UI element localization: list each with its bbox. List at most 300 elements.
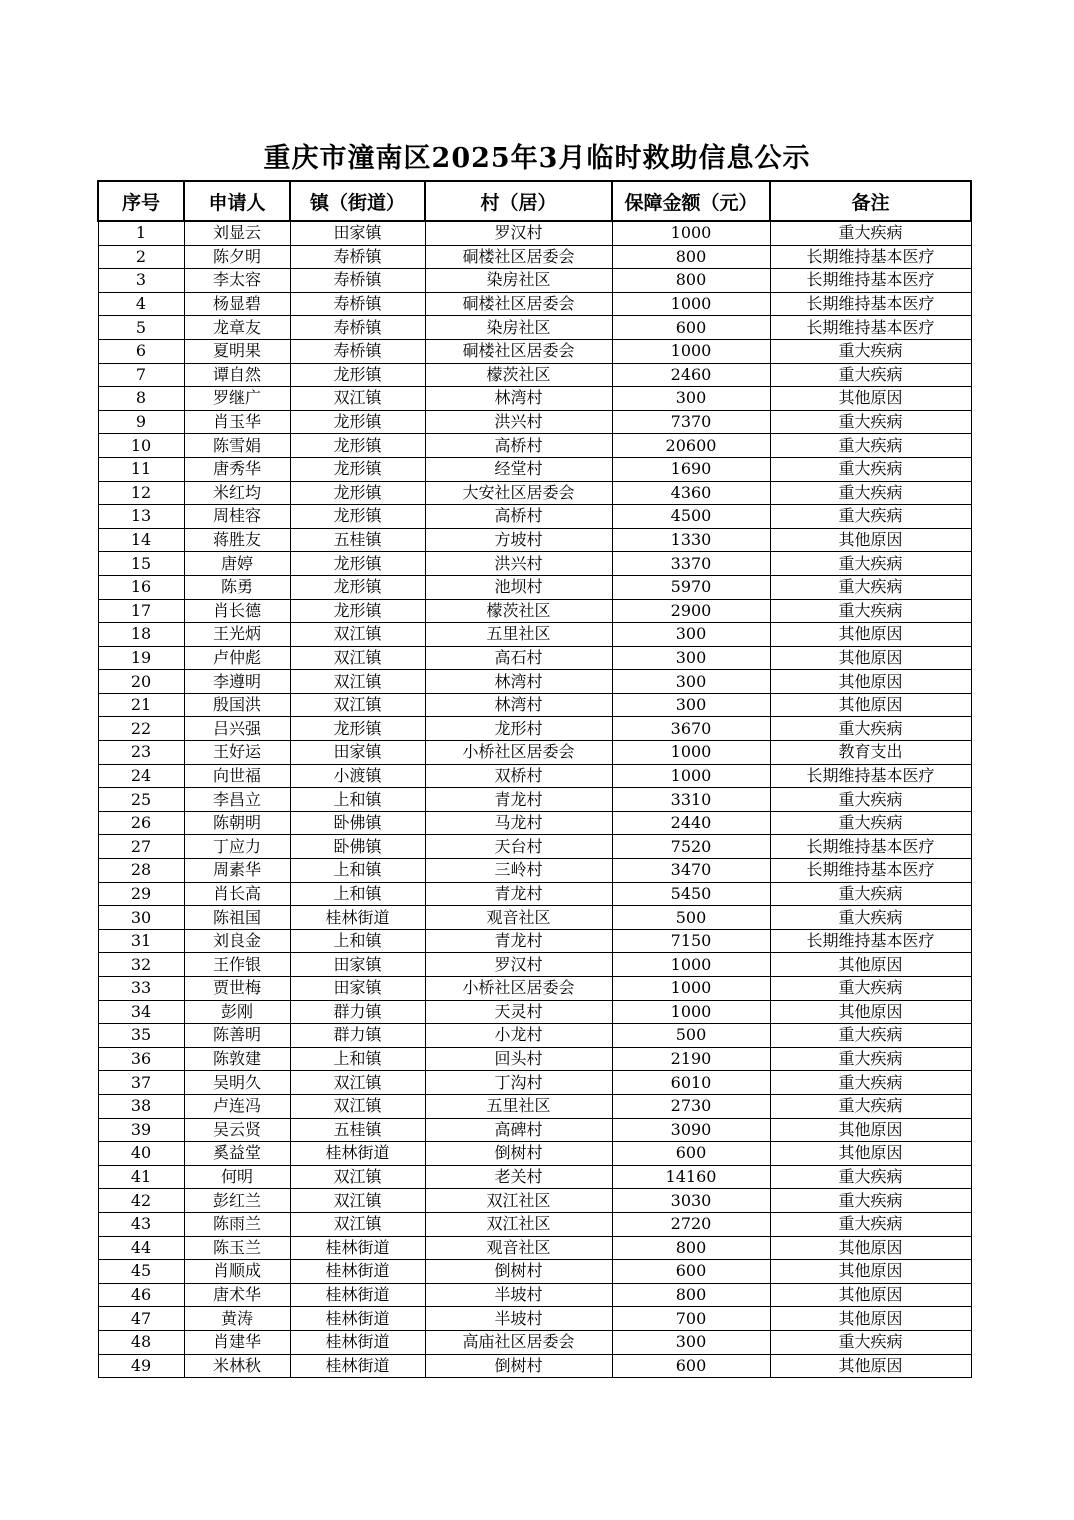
cell-town: 龙形镇 [290,481,425,505]
table-row [98,835,971,859]
cell-applicant: 吕兴强 [184,717,290,741]
cell-village: 檬茨社区 [425,363,612,387]
cell-applicant: 李昌立 [184,788,290,812]
cell-amount: 7150 [612,929,770,953]
cell-town: 双江镇 [290,646,425,670]
cell-remark: 重大疾病 [770,1024,971,1048]
cell-index: 45 [98,1260,184,1284]
cell-amount: 1000 [612,953,770,977]
cell-amount: 4500 [612,505,770,529]
cell-index: 37 [98,1071,184,1095]
table-body [98,221,971,1378]
cell-town: 龙形镇 [290,457,425,481]
cell-index: 13 [98,505,184,529]
cell-amount: 500 [612,1024,770,1048]
cell-village: 染房社区 [425,269,612,293]
table-row [98,741,971,765]
cell-amount: 3030 [612,1189,770,1213]
cell-amount: 300 [612,387,770,411]
cell-remark: 重大疾病 [770,599,971,623]
cell-applicant: 向世福 [184,764,290,788]
cell-applicant: 肖顺成 [184,1260,290,1284]
table-row [98,599,971,623]
table-row [98,670,971,694]
cell-remark: 长期维持基本医疗 [770,245,971,269]
cell-index: 39 [98,1118,184,1142]
table-row [98,316,971,340]
cell-town: 群力镇 [290,1000,425,1024]
cell-remark: 重大疾病 [770,481,971,505]
cell-applicant: 肖长高 [184,882,290,906]
cell-index: 46 [98,1283,184,1307]
cell-index: 22 [98,717,184,741]
cell-applicant: 唐婷 [184,552,290,576]
cell-applicant: 陈雨兰 [184,1212,290,1236]
table-row [98,859,971,883]
page-title: 重庆市潼南区2025年3月临时救助信息公示 [263,143,811,174]
cell-index: 11 [98,457,184,481]
cell-remark: 重大疾病 [770,811,971,835]
cell-remark: 其他原因 [770,1142,971,1166]
cell-index: 2 [98,245,184,269]
cell-remark: 重大疾病 [770,1071,971,1095]
header-applicant: 申请人 [184,181,290,221]
cell-amount: 2440 [612,811,770,835]
cell-village: 半坡村 [425,1307,612,1331]
cell-applicant: 罗继广 [184,387,290,411]
cell-applicant: 刘显云 [184,221,290,245]
cell-village: 小龙村 [425,1024,612,1048]
table-row [98,788,971,812]
cell-remark: 重大疾病 [770,977,971,1001]
cell-amount: 7520 [612,835,770,859]
cell-index: 15 [98,552,184,576]
table-row [98,1236,971,1260]
cell-remark: 重大疾病 [770,1047,971,1071]
table-header [98,181,971,221]
cell-index: 20 [98,670,184,694]
cell-remark: 重大疾病 [770,1094,971,1118]
cell-remark: 重大疾病 [770,410,971,434]
cell-town: 卧佛镇 [290,835,425,859]
cell-village: 五里社区 [425,623,612,647]
cell-village: 观音社区 [425,906,612,930]
cell-amount: 2720 [612,1212,770,1236]
cell-amount: 700 [612,1307,770,1331]
table-row [98,1283,971,1307]
table-row [98,1071,971,1095]
cell-town: 桂林街道 [290,1142,425,1166]
cell-remark: 重大疾病 [770,457,971,481]
cell-remark: 重大疾病 [770,1165,971,1189]
table-row [98,575,971,599]
cell-remark: 其他原因 [770,1236,971,1260]
cell-amount: 300 [612,670,770,694]
cell-amount: 14160 [612,1165,770,1189]
table-row [98,410,971,434]
cell-town: 龙形镇 [290,410,425,434]
relief-table [97,180,972,1378]
table-row [98,552,971,576]
table-row [98,1260,971,1284]
table-row [98,1000,971,1024]
cell-remark: 其他原因 [770,1118,971,1142]
cell-applicant: 肖玉华 [184,410,290,434]
cell-applicant: 王光炳 [184,623,290,647]
cell-index: 40 [98,1142,184,1166]
cell-applicant: 陈祖国 [184,906,290,930]
cell-amount: 1000 [612,764,770,788]
cell-applicant: 蒋胜友 [184,528,290,552]
cell-village: 林湾村 [425,670,612,694]
table-row [98,646,971,670]
cell-village: 高碑村 [425,1118,612,1142]
cell-index: 4 [98,292,184,316]
cell-village: 林湾村 [425,387,612,411]
cell-applicant: 王作银 [184,953,290,977]
cell-town: 双江镇 [290,693,425,717]
table-row [98,457,971,481]
cell-town: 寿桥镇 [290,292,425,316]
cell-amount: 1000 [612,221,770,245]
table-row [98,1094,971,1118]
cell-amount: 1330 [612,528,770,552]
cell-town: 卧佛镇 [290,811,425,835]
cell-village: 马龙村 [425,811,612,835]
cell-index: 35 [98,1024,184,1048]
cell-town: 龙形镇 [290,575,425,599]
cell-village: 老关村 [425,1165,612,1189]
cell-town: 双江镇 [290,387,425,411]
cell-village: 双桥村 [425,764,612,788]
cell-applicant: 陈玉兰 [184,1236,290,1260]
cell-village: 龙形村 [425,717,612,741]
table-row [98,528,971,552]
cell-town: 桂林街道 [290,1236,425,1260]
cell-applicant: 丁应力 [184,835,290,859]
cell-index: 44 [98,1236,184,1260]
header-town: 镇（街道） [290,181,425,221]
cell-applicant: 卢连冯 [184,1094,290,1118]
cell-index: 6 [98,339,184,363]
cell-index: 30 [98,906,184,930]
cell-village: 大安社区居委会 [425,481,612,505]
cell-town: 双江镇 [290,1189,425,1213]
table-row [98,1307,971,1331]
cell-index: 43 [98,1212,184,1236]
cell-village: 青龙村 [425,788,612,812]
cell-index: 48 [98,1330,184,1354]
cell-village: 硐楼社区居委会 [425,245,612,269]
cell-remark: 重大疾病 [770,552,971,576]
cell-village: 林湾村 [425,693,612,717]
cell-town: 五桂镇 [290,1118,425,1142]
cell-applicant: 王好运 [184,741,290,765]
cell-remark: 重大疾病 [770,1330,971,1354]
cell-remark: 长期维持基本医疗 [770,316,971,340]
cell-town: 田家镇 [290,977,425,1001]
cell-remark: 其他原因 [770,1307,971,1331]
cell-village: 染房社区 [425,316,612,340]
cell-town: 小渡镇 [290,764,425,788]
cell-applicant: 陈夕明 [184,245,290,269]
header-row [98,181,971,221]
cell-remark: 长期维持基本医疗 [770,269,971,293]
cell-amount: 600 [612,1260,770,1284]
cell-remark: 其他原因 [770,1260,971,1284]
table-row [98,764,971,788]
table-row [98,434,971,458]
table-row [98,953,971,977]
cell-remark: 其他原因 [770,1000,971,1024]
cell-town: 双江镇 [290,1212,425,1236]
cell-town: 上和镇 [290,929,425,953]
cell-index: 12 [98,481,184,505]
cell-amount: 300 [612,646,770,670]
table-row [98,1165,971,1189]
header-village: 村（居） [425,181,612,221]
table-row [98,1024,971,1048]
cell-index: 8 [98,387,184,411]
cell-index: 1 [98,221,184,245]
table-row [98,1212,971,1236]
cell-remark: 重大疾病 [770,505,971,529]
cell-index: 7 [98,363,184,387]
cell-village: 洪兴村 [425,552,612,576]
cell-index: 47 [98,1307,184,1331]
cell-town: 寿桥镇 [290,269,425,293]
cell-remark: 其他原因 [770,1354,971,1378]
cell-applicant: 李太容 [184,269,290,293]
table-row [98,1354,971,1378]
cell-village: 回头村 [425,1047,612,1071]
cell-town: 龙形镇 [290,434,425,458]
cell-index: 28 [98,859,184,883]
header-amount: 保障金额（元） [612,181,770,221]
cell-village: 硐楼社区居委会 [425,339,612,363]
cell-village: 倒树村 [425,1142,612,1166]
table-row [98,505,971,529]
cell-index: 18 [98,623,184,647]
cell-amount: 3370 [612,552,770,576]
cell-applicant: 吴明久 [184,1071,290,1095]
cell-village: 高庙社区居委会 [425,1330,612,1354]
cell-village: 倒树村 [425,1260,612,1284]
table-row [98,339,971,363]
cell-remark: 重大疾病 [770,221,971,245]
cell-town: 龙形镇 [290,363,425,387]
cell-village: 经堂村 [425,457,612,481]
cell-applicant: 李遵明 [184,670,290,694]
cell-village: 天台村 [425,835,612,859]
table-row [98,221,971,245]
cell-amount: 600 [612,1142,770,1166]
table-row [98,1047,971,1071]
cell-applicant: 米林秋 [184,1354,290,1378]
cell-index: 10 [98,434,184,458]
cell-remark: 长期维持基本医疗 [770,859,971,883]
cell-town: 桂林街道 [290,906,425,930]
cell-index: 49 [98,1354,184,1378]
cell-applicant: 陈朝明 [184,811,290,835]
cell-town: 寿桥镇 [290,339,425,363]
cell-amount: 4360 [612,481,770,505]
cell-town: 桂林街道 [290,1260,425,1284]
cell-town: 桂林街道 [290,1354,425,1378]
cell-applicant: 殷国洪 [184,693,290,717]
cell-applicant: 唐秀华 [184,457,290,481]
cell-applicant: 卢仲彪 [184,646,290,670]
cell-amount: 3090 [612,1118,770,1142]
cell-amount: 1000 [612,292,770,316]
cell-index: 42 [98,1189,184,1213]
cell-amount: 2460 [612,363,770,387]
table-row [98,363,971,387]
cell-amount: 5450 [612,882,770,906]
cell-applicant: 吴云贤 [184,1118,290,1142]
cell-index: 29 [98,882,184,906]
table-row [98,245,971,269]
cell-applicant: 奚益堂 [184,1142,290,1166]
table-row [98,623,971,647]
cell-village: 倒树村 [425,1354,612,1378]
cell-village: 天灵村 [425,1000,612,1024]
cell-index: 9 [98,410,184,434]
cell-village: 檬茨社区 [425,599,612,623]
cell-remark: 重大疾病 [770,1189,971,1213]
cell-amount: 7370 [612,410,770,434]
header-remark: 备注 [770,181,971,221]
cell-town: 双江镇 [290,1165,425,1189]
cell-amount: 6010 [612,1071,770,1095]
cell-town: 上和镇 [290,882,425,906]
cell-town: 龙形镇 [290,599,425,623]
cell-amount: 5970 [612,575,770,599]
cell-applicant: 黄涛 [184,1307,290,1331]
cell-index: 25 [98,788,184,812]
cell-applicant: 陈雪娟 [184,434,290,458]
cell-village: 高石村 [425,646,612,670]
cell-village: 半坡村 [425,1283,612,1307]
cell-remark: 重大疾病 [770,788,971,812]
cell-remark: 重大疾病 [770,339,971,363]
table-row [98,1189,971,1213]
cell-village: 高桥村 [425,434,612,458]
cell-amount: 800 [612,269,770,293]
cell-village: 三岭村 [425,859,612,883]
table-row [98,693,971,717]
cell-remark: 其他原因 [770,953,971,977]
cell-amount: 300 [612,623,770,647]
cell-applicant: 唐术华 [184,1283,290,1307]
cell-town: 桂林街道 [290,1307,425,1331]
cell-town: 桂林街道 [290,1283,425,1307]
cell-town: 双江镇 [290,1094,425,1118]
cell-village: 硐楼社区居委会 [425,292,612,316]
cell-village: 双江社区 [425,1189,612,1213]
table-row [98,717,971,741]
cell-index: 21 [98,693,184,717]
table-row [98,977,971,1001]
cell-town: 上和镇 [290,859,425,883]
table-row [98,292,971,316]
cell-village: 青龙村 [425,882,612,906]
cell-village: 青龙村 [425,929,612,953]
cell-village: 罗汉村 [425,221,612,245]
cell-index: 16 [98,575,184,599]
cell-town: 田家镇 [290,953,425,977]
cell-village: 五里社区 [425,1094,612,1118]
cell-village: 双江社区 [425,1212,612,1236]
cell-index: 19 [98,646,184,670]
table-row [98,481,971,505]
cell-amount: 300 [612,693,770,717]
cell-village: 方坡村 [425,528,612,552]
cell-applicant: 谭自然 [184,363,290,387]
cell-town: 寿桥镇 [290,245,425,269]
cell-applicant: 陈敦建 [184,1047,290,1071]
cell-remark: 重大疾病 [770,882,971,906]
cell-amount: 300 [612,1330,770,1354]
cell-remark: 其他原因 [770,528,971,552]
cell-index: 5 [98,316,184,340]
cell-town: 桂林街道 [290,1330,425,1354]
cell-index: 24 [98,764,184,788]
cell-village: 观音社区 [425,1236,612,1260]
cell-applicant: 何明 [184,1165,290,1189]
cell-applicant: 刘良金 [184,929,290,953]
table-row [98,387,971,411]
cell-amount: 500 [612,906,770,930]
cell-remark: 其他原因 [770,623,971,647]
cell-index: 38 [98,1094,184,1118]
cell-village: 洪兴村 [425,410,612,434]
cell-amount: 1000 [612,339,770,363]
cell-applicant: 肖建华 [184,1330,290,1354]
cell-index: 26 [98,811,184,835]
cell-town: 寿桥镇 [290,316,425,340]
cell-applicant: 周桂容 [184,505,290,529]
table-row [98,906,971,930]
cell-town: 群力镇 [290,1024,425,1048]
cell-amount: 3310 [612,788,770,812]
cell-amount: 1690 [612,457,770,481]
cell-applicant: 米红均 [184,481,290,505]
cell-remark: 重大疾病 [770,363,971,387]
cell-remark: 长期维持基本医疗 [770,292,971,316]
cell-town: 龙形镇 [290,717,425,741]
cell-applicant: 陈勇 [184,575,290,599]
cell-remark: 其他原因 [770,387,971,411]
cell-amount: 2190 [612,1047,770,1071]
cell-applicant: 杨显碧 [184,292,290,316]
cell-amount: 600 [612,316,770,340]
cell-remark: 长期维持基本医疗 [770,835,971,859]
cell-town: 五桂镇 [290,528,425,552]
cell-applicant: 龙章友 [184,316,290,340]
cell-remark: 重大疾病 [770,434,971,458]
cell-applicant: 肖长德 [184,599,290,623]
table-row [98,882,971,906]
cell-amount: 800 [612,1283,770,1307]
cell-amount: 800 [612,1236,770,1260]
cell-remark: 长期维持基本医疗 [770,764,971,788]
cell-town: 上和镇 [290,1047,425,1071]
cell-applicant: 夏明果 [184,339,290,363]
cell-applicant: 贾世梅 [184,977,290,1001]
table-row [98,1142,971,1166]
table-row [98,929,971,953]
